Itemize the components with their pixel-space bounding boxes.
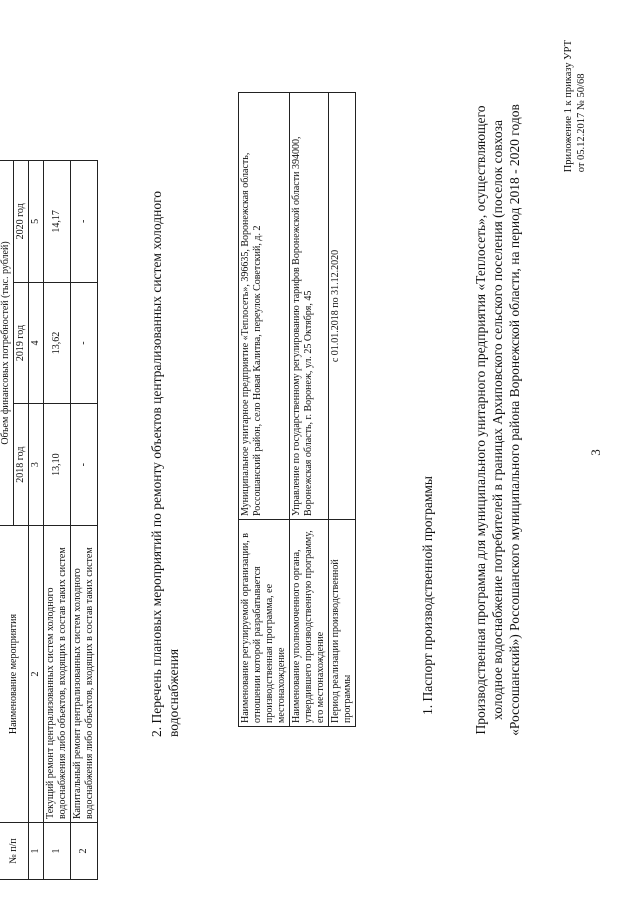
title-line-3: «Россошанский») Россошанского муниципального района Воронежской области, на период 2018 - 2020 годов: [507, 104, 522, 736]
year-header: 2019 год: [14, 282, 29, 404]
program-title: [472, 75, 523, 765]
table-index-row: [29, 161, 44, 880]
passport-table: [238, 92, 356, 727]
row-name: Капитальный ремонт централизованных систем холодного водоснабжения либо объектов, входящих в состав таких систем: [71, 526, 98, 823]
row-value: 14,17: [44, 161, 71, 283]
index-cell: 5: [29, 161, 44, 283]
index-cell: 2: [29, 526, 44, 823]
row-name: Текущий ремонт централизованных систем холодного водоснабжения либо объектов, входящих в состав таких систем: [44, 526, 71, 823]
section-2-line-1: 2. Перечень плановых мероприятий по ремонту объектов централизованных систем холодного: [149, 190, 164, 737]
works-table: [0, 160, 98, 880]
table-row: [44, 161, 71, 880]
table-row: [239, 93, 290, 727]
year-header: 2018 год: [14, 404, 29, 526]
passport-value: Управление по государственному регулированию тарифов Воронежской области 394000, Воронежская область, г. Воронеж, ул. 25 Октября, 45: [290, 93, 329, 520]
row-value: 13,62: [44, 282, 71, 404]
row-value: -: [71, 282, 98, 404]
row-num: 2: [71, 823, 98, 880]
annex-note: [562, 40, 588, 172]
title-line-2: холодное водоснабжение потребителей в границах Архиповского сельского поселения (поселок совхоза: [490, 120, 505, 721]
table-row: [71, 161, 98, 880]
index-cell: 3: [29, 404, 44, 526]
table-header-row: [0, 161, 14, 880]
row-value: -: [71, 404, 98, 526]
title-line-1: Производственная программа для муниципального унитарного предприятия «Теплосеть», осуществляющего: [473, 105, 488, 735]
index-cell: 4: [29, 282, 44, 404]
index-cell: 1: [29, 823, 44, 880]
col-volume-header: Объем финансовых потребностей (тыс. рублей): [0, 161, 14, 526]
table-row: [290, 93, 329, 727]
passport-value: Муниципальное унитарное предприятие «Теплосеть», 396635, Воронежская область, Россошанский район, село Новая Калитва, переулок Советский, д. 2: [239, 93, 290, 520]
annex-line-2: от 05.12.2017 № 50/68: [576, 73, 587, 173]
passport-label: Наименование уполномоченного органа, утвердившего производственную программу, его местонахождение: [290, 520, 329, 727]
section-1-heading: 1. Паспорт производственной программы: [420, 476, 435, 715]
row-value: -: [71, 161, 98, 283]
year-header: 2020 год: [14, 161, 29, 283]
passport-label: Период реализации производственной программы: [329, 520, 356, 727]
page-number: 3: [588, 449, 603, 456]
passport-value: с 01.01.2018 по 31.12.2020: [329, 93, 356, 520]
section-2-heading: [148, 37, 182, 737]
passport-label: Наименование регулируемой организации, в отношении которой разрабатывается производственная программа, ее местонахождение: [239, 520, 290, 727]
annex-line-1: Приложение 1 к приказу УРТ: [563, 40, 574, 173]
row-num: 1: [44, 823, 71, 880]
col-name-header: Наименование мероприятия: [0, 526, 29, 823]
row-value: 13,10: [44, 404, 71, 526]
table-row: [329, 93, 356, 727]
col-num-header: № п/п: [0, 823, 29, 880]
section-2-line-2: водоснабжения: [166, 648, 181, 737]
